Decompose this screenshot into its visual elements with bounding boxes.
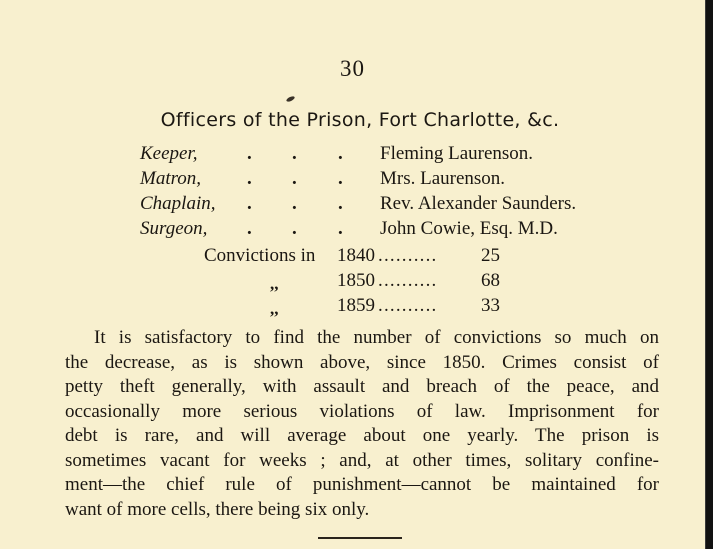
officer-role: Keeper, [140, 143, 198, 164]
officer-row-chaplain: Chaplain, . . . Rev. Alexander Saunders. [140, 193, 577, 214]
conviction-row [0, 245, 705, 269]
officer-role: Matron, [140, 168, 202, 189]
officer-name: John Cowie, Esq. M.D. [380, 218, 558, 239]
conviction-count: 33 [481, 295, 500, 316]
conviction-year: 1850 [337, 270, 375, 291]
officer-row-keeper: Keeper, . . . Fleming Laurenson. [140, 143, 534, 164]
paragraph-line: petty theft generally, with assault and breach of the peace, and [65, 376, 659, 397]
section-divider [318, 537, 402, 539]
paragraph-line: It is satisfactory to find the number of convictions so much on [94, 327, 659, 348]
paragraph-line: sometimes vacant for weeks ; and, at other times, solitary confine- [65, 449, 659, 471]
conviction-year: 1859 [337, 295, 375, 316]
officer-row-surgeon: Surgeon, . . . John Cowie, Esq. M.D. [140, 218, 558, 239]
convictions-label: Convictions in [204, 245, 316, 266]
conviction-year: 1840 [337, 245, 375, 266]
paragraph-line: occasionally more serious violations of law. Imprisonment for [65, 400, 659, 422]
leader-dots: .......... [378, 245, 438, 266]
ditto-mark: ,, [270, 274, 279, 293]
ditto-mark: ,, [270, 299, 279, 318]
officer-name: Fleming Laurenson. [380, 143, 534, 164]
conviction-count: 25 [481, 245, 500, 266]
section-title: Officers of the Prison, Fort Charlotte, &c. [160, 109, 560, 131]
officer-name: Mrs. Laurenson. [380, 168, 506, 189]
officer-name: Rev. Alexander Saunders. [380, 193, 577, 214]
leader-dots: .......... [378, 270, 438, 291]
body-paragraph [65, 326, 659, 522]
officer-role: Chaplain, [140, 193, 216, 214]
paragraph-line: the decrease, as is shown above, since 1850. Crimes consist of [65, 351, 659, 373]
officer-row-matron: Matron, . . . Mrs. Laurenson. [140, 168, 506, 189]
conviction-row [0, 270, 705, 294]
conviction-count: 68 [481, 270, 500, 291]
leader-dots: .......... [378, 295, 438, 316]
paragraph-line: debt is rare, and will average about one yearly. The prison is [65, 425, 659, 446]
paragraph-line: want of more cells, there being six only. [65, 498, 370, 520]
paragraph-line: ment—the chief rule of punishment—cannot be maintained for [65, 474, 659, 495]
ink-smudge [286, 95, 296, 102]
officer-role: Surgeon, [140, 218, 208, 239]
page-number: 30 [340, 56, 365, 81]
conviction-row [0, 295, 705, 319]
